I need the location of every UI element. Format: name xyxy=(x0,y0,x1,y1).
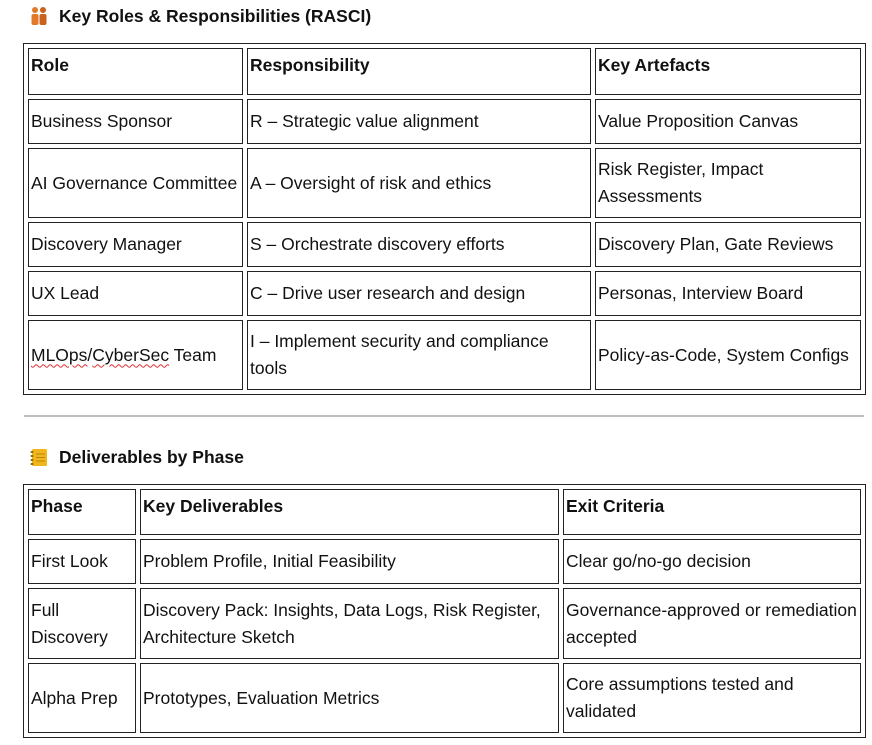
artefacts-cell: Value Proposition Canvas xyxy=(595,99,861,144)
spellcheck-word: MLOps xyxy=(31,344,88,365)
table-row xyxy=(28,148,861,218)
responsibility-cell: R – Strategic value alignment xyxy=(247,99,591,144)
table-header-row xyxy=(28,48,861,95)
role-cell: UX Lead xyxy=(28,271,243,316)
exit-criteria-cell: Core assumptions tested and validated xyxy=(563,663,861,733)
table-row xyxy=(28,539,861,584)
column-header-key-deliverables: Key Deliverables xyxy=(140,489,559,535)
artefacts-cell: Risk Register, Impact Assessments xyxy=(595,148,861,218)
deliverables-table xyxy=(23,484,866,738)
table-row xyxy=(28,588,861,659)
exit-criteria-cell: Clear go/no-go decision xyxy=(563,539,861,584)
column-header-key-artefacts: Key Artefacts xyxy=(595,48,861,95)
deliverables-heading xyxy=(29,444,244,470)
table-row xyxy=(28,663,861,733)
table-row xyxy=(28,99,861,144)
table-row xyxy=(28,222,861,267)
column-header-phase: Phase xyxy=(28,489,136,535)
deliverables-cell: Prototypes, Evaluation Metrics xyxy=(140,663,559,733)
table-row xyxy=(28,320,861,390)
role-suffix: Team xyxy=(169,344,217,365)
column-header-role: Role xyxy=(28,48,243,95)
column-header-responsibility: Responsibility xyxy=(247,48,591,95)
exit-criteria-cell: Governance-approved or remediation accepted xyxy=(563,588,861,659)
phase-cell: Alpha Prep xyxy=(28,663,136,733)
phase-cell: Full Discovery xyxy=(28,588,136,659)
role-cell: Discovery Manager xyxy=(28,222,243,267)
deliverables-title: Deliverables by Phase xyxy=(59,446,244,467)
responsibility-cell: C – Drive user research and design xyxy=(247,271,591,316)
people-icon xyxy=(29,6,49,26)
role-cell: Business Sponsor xyxy=(28,99,243,144)
role-cell xyxy=(28,320,243,390)
artefacts-cell: Discovery Plan, Gate Reviews xyxy=(595,222,861,267)
table-row xyxy=(28,271,861,316)
section-divider xyxy=(24,415,864,417)
role-separator: / xyxy=(87,344,93,365)
responsibility-cell: A – Oversight of risk and ethics xyxy=(247,148,591,218)
column-header-exit-criteria: Exit Criteria xyxy=(563,489,861,535)
spellcheck-word: CyberSec xyxy=(92,344,170,365)
deliverables-cell: Discovery Pack: Insights, Data Logs, Risk Register, Architecture Sketch xyxy=(140,588,559,659)
responsibility-cell: I – Implement security and compliance tools xyxy=(247,320,591,390)
responsibility-cell: S – Orchestrate discovery efforts xyxy=(247,222,591,267)
rasci-heading xyxy=(29,3,371,29)
role-cell: AI Governance Committee xyxy=(28,148,243,218)
rasci-title: Key Roles & Responsibilities (RASCI) xyxy=(59,5,372,26)
table-header-row xyxy=(28,489,861,535)
rasci-table xyxy=(23,43,866,395)
notepad-icon xyxy=(29,447,49,467)
artefacts-cell: Personas, Interview Board xyxy=(595,271,861,316)
artefacts-cell: Policy-as-Code, System Configs xyxy=(595,320,861,390)
phase-cell: First Look xyxy=(28,539,136,584)
deliverables-cell: Problem Profile, Initial Feasibility xyxy=(140,539,559,584)
